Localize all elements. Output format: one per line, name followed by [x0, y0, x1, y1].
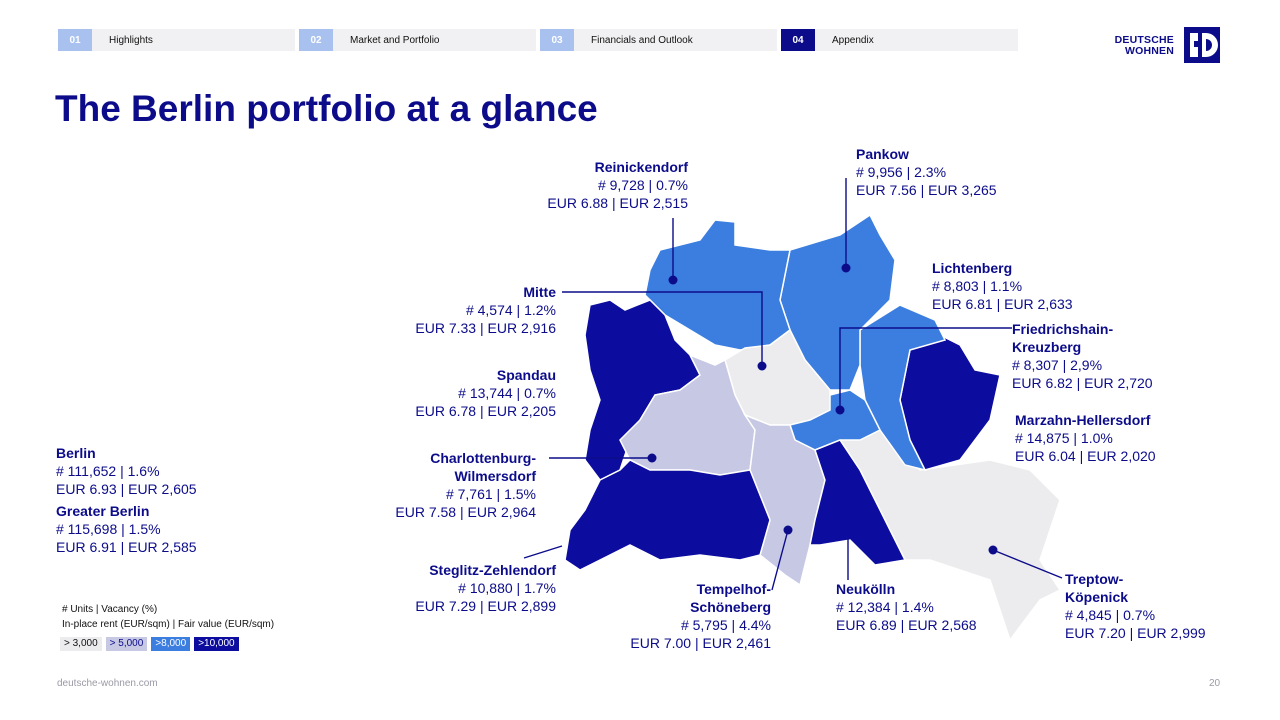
summary-name: Berlin: [56, 445, 96, 461]
nav-label: Market and Portfolio: [350, 34, 440, 46]
legend-chip: > 5,000: [106, 637, 148, 651]
nav-number: 01: [58, 29, 92, 51]
district-rent: EUR 6.78 | EUR 2,205: [415, 403, 556, 419]
dot-tempelhof: [784, 526, 793, 535]
legend-rent: In-place rent (EUR/sqm) | Fair value (EUR/sqm): [62, 619, 275, 630]
district-rent: EUR 7.56 | EUR 3,265: [856, 182, 997, 198]
label-neukoelln: [836, 580, 977, 634]
nav-number: 04: [781, 29, 815, 51]
district-name: Steglitz-Zehlendorf: [429, 562, 556, 578]
summary-rent: EUR 6.93 | EUR 2,605: [56, 481, 197, 497]
district-rent: EUR 7.20 | EUR 2,999: [1065, 625, 1206, 641]
district-units: # 9,728 | 0.7%: [597, 177, 688, 193]
nav-number: 03: [540, 29, 574, 51]
legend-chips: [60, 637, 239, 651]
district-rent: EUR 6.89 | EUR 2,568: [836, 617, 977, 633]
dot-treptow: [989, 546, 998, 555]
district-name: Marzahn-Hellersdorf: [1015, 412, 1151, 428]
nav-label: Financials and Outlook: [591, 34, 693, 46]
page-number: 20: [1209, 678, 1221, 689]
dot-reinickendorf: [669, 276, 678, 285]
label-treptow-koepenick: [1065, 570, 1206, 642]
legend-chip: > 3,000: [60, 637, 102, 651]
district-name: Pankow: [856, 146, 909, 162]
district-name: Spandau: [496, 367, 556, 383]
label-marzahn-hellersdorf: [1015, 411, 1156, 465]
nav-label: Highlights: [109, 34, 153, 46]
district-name: Kreuzberg: [1012, 339, 1082, 355]
label-charlottenburg-wilmersdorf: [395, 449, 536, 521]
label-pankow: [856, 145, 997, 199]
district-name: Treptow-: [1065, 571, 1124, 587]
dot-mitte: [758, 362, 767, 371]
summary-rent: EUR 6.91 | EUR 2,585: [56, 539, 197, 555]
legend-chip: >10,000: [194, 637, 238, 651]
district-name: Friedrichshain-: [1012, 321, 1114, 337]
district-units: # 4,845 | 0.7%: [1065, 607, 1156, 623]
district-units: # 10,880 | 1.7%: [458, 580, 556, 596]
district-rent: EUR 7.00 | EUR 2,461: [630, 635, 771, 651]
dot-friedrichshain: [836, 406, 845, 415]
district-units: # 13,744 | 0.7%: [458, 385, 556, 401]
district-name: Schöneberg: [690, 599, 771, 615]
district-name: Neukölln: [836, 581, 896, 597]
label-reinickendorf: [547, 158, 688, 212]
label-steglitz-zehlendorf: [415, 561, 556, 615]
district-rent: EUR 6.81 | EUR 2,633: [932, 296, 1073, 312]
logo-line: WOHNEN: [1124, 45, 1174, 57]
district-units: # 7,761 | 1.5%: [445, 486, 536, 502]
district-units: # 8,803 | 1.1%: [932, 278, 1023, 294]
summary-berlin: [56, 444, 197, 498]
district-rent: EUR 6.88 | EUR 2,515: [547, 195, 688, 211]
legend-chip: >8,000: [151, 637, 190, 651]
district-rent: EUR 7.58 | EUR 2,964: [395, 504, 536, 520]
summary-greater-berlin: [56, 502, 197, 556]
district-name: Wilmersdorf: [454, 468, 536, 484]
summary-units: # 115,698 | 1.5%: [56, 521, 161, 537]
district-units: # 5,795 | 4.4%: [680, 617, 771, 633]
dot-charlottenburg: [648, 454, 657, 463]
district-units: # 4,574 | 1.2%: [465, 302, 556, 318]
district-steglitz-zehlendorf: [565, 460, 770, 570]
label-friedrichshain-kreuzberg: [1012, 320, 1153, 392]
summary-units: # 111,652 | 1.6%: [56, 463, 160, 479]
district-units: # 9,956 | 2.3%: [856, 164, 947, 180]
label-tempelhof-schoeneberg: [630, 580, 771, 652]
district-name: Mitte: [523, 284, 556, 300]
district-rent: EUR 6.82 | EUR 2,720: [1012, 375, 1153, 391]
footer-website: deutsche-wohnen.com: [57, 678, 158, 689]
district-name: Charlottenburg-: [430, 450, 536, 466]
leader-steglitz: [524, 546, 562, 558]
label-spandau: [415, 366, 556, 420]
summary-name: Greater Berlin: [56, 503, 150, 519]
page-title: The Berlin portfolio at a glance: [55, 88, 598, 129]
label-lichtenberg: [932, 259, 1073, 313]
district-units: # 12,384 | 1.4%: [836, 599, 934, 615]
district-name: Tempelhof-: [696, 581, 771, 597]
nav-label: Appendix: [832, 34, 874, 46]
district-name: Köpenick: [1065, 589, 1129, 605]
district-rent: EUR 7.33 | EUR 2,916: [415, 320, 556, 336]
nav-number: 02: [299, 29, 333, 51]
district-rent: EUR 6.04 | EUR 2,020: [1015, 448, 1156, 464]
district-units: # 14,875 | 1.0%: [1015, 430, 1113, 446]
district-units: # 8,307 | 2,9%: [1012, 357, 1103, 373]
district-name: Reinickendorf: [594, 159, 688, 175]
district-name: Lichtenberg: [932, 260, 1013, 276]
label-mitte: [415, 283, 556, 337]
district-rent: EUR 7.29 | EUR 2,899: [415, 598, 556, 614]
dot-pankow: [842, 264, 851, 273]
logo-line: DEUTSCHE: [1114, 34, 1174, 46]
legend-units: # Units | Vacancy (%): [62, 604, 158, 615]
